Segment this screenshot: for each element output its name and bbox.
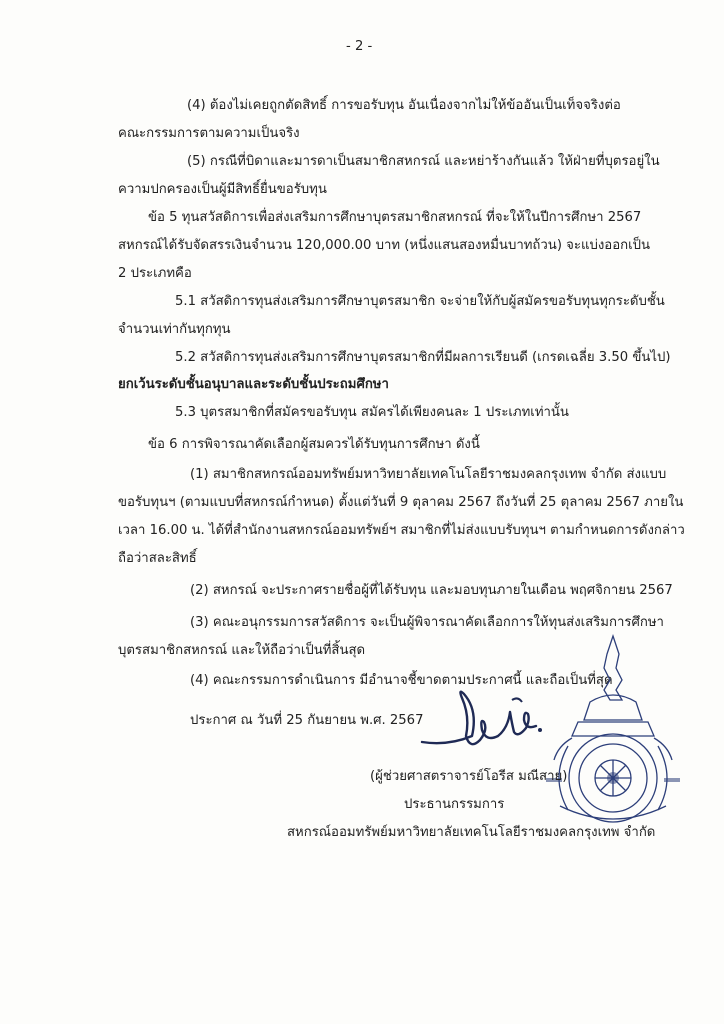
text-line: คณะกรรมการตามความเป็นจริง	[118, 126, 300, 141]
text-line-bold: ยกเว้นระดับชั้นอนุบาลและระดับชั้นประถมศึกษา	[118, 377, 389, 392]
text-line: (2) สหกรณ์ จะประกาศรายชื่อผู้ที่ได้รับทุน และมอบทุนภายในเดือน พฤศจิกายน 2567	[190, 583, 673, 598]
text-line: 5.2 สวัสดิการทุนส่งเสริมการศึกษาบุตรสมาชิกที่มีผลการเรียนดี (เกรดเฉลี่ย 3.50 ขึ้นไป)	[175, 350, 671, 365]
university-seal-image	[538, 628, 688, 828]
text-line: (1) สมาชิกสหกรณ์ออมทรัพย์มหาวิทยาลัยเทคโนโลยีราชมงคลกรุงเทพ จำกัด ส่งแบบ	[190, 467, 667, 482]
text-line: ถือว่าสละสิทธิ์	[118, 551, 197, 566]
text-line: (4) ต้องไม่เคยถูกตัดสิทธิ์ การขอรับทุน อันเนื่องจากไม่ให้ข้ออันเป็นเท็จจริงต่อ	[187, 98, 621, 113]
text-line: บุตรสมาชิกสหกรณ์ และให้ถือว่าเป็นที่สิ้นสุด	[118, 643, 366, 658]
organization-name: สหกรณ์ออมทรัพย์มหาวิทยาลัยเทคโนโลยีราชมงคลกรุงเทพ จำกัด	[287, 825, 656, 840]
text-line: 2 ประเภทคือ	[118, 266, 192, 281]
text-line: ข้อ 5 ทุนสวัสดิการเพื่อส่งเสริมการศึกษาบุตรสมาชิกสหกรณ์ ที่จะให้ในปีการศึกษา 2567	[148, 210, 642, 225]
page-number: - 2 -	[346, 39, 373, 54]
text-line: จำนวนเท่ากันทุกทุน	[118, 322, 231, 337]
text-line: 5.3 บุตรสมาชิกที่สมัครขอรับทุน สมัครได้เพียงคนละ 1 ประเภทเท่านั้น	[175, 405, 569, 420]
text-line: (4) คณะกรรมการดำเนินการ มีอำนาจชี้ขาดตามประกาศนี้ และถือเป็นที่สุด	[190, 673, 613, 688]
signatory-position: ประธานกรรมการ	[404, 797, 505, 812]
text-line: เวลา 16.00 น. ได้ที่สำนักงานสหกรณ์ออมทรัพย์ฯ สมาชิกที่ไม่ส่งแบบรับทุนฯ ตามกำหนดการดังกล่าว	[118, 523, 685, 538]
announcement-date: ประกาศ ณ วันที่ 25 กันยายน พ.ศ. 2567	[190, 713, 424, 728]
text-line: ข้อ 6 การพิจารณาคัดเลือกผู้สมควรได้รับทุนการศึกษา ดังนี้	[148, 437, 480, 452]
signatory-name: (ผู้ช่วยศาสตราจารย์โอรีส มณีสาย)	[370, 769, 568, 784]
text-line: ขอรับทุนฯ (ตามแบบที่สหกรณ์กำหนด) ตั้งแต่วันที่ 9 ตุลาคม 2567 ถึงวันที่ 25 ตุลาคม 2567 ภายใน	[118, 495, 684, 510]
signature-image	[418, 680, 548, 760]
text-line: (3) คณะอนุกรรมการสวัสดิการ จะเป็นผู้พิจารณาคัดเลือกการให้ทุนส่งเสริมการศึกษา	[190, 615, 664, 630]
text-line: ความปกครองเป็นผู้มีสิทธิ์ยื่นขอรับทุน	[118, 182, 327, 197]
text-line: 5.1 สวัสดิการทุนส่งเสริมการศึกษาบุตรสมาชิก จะจ่ายให้กับผู้สมัครขอรับทุนทุกระดับชั้น	[175, 294, 665, 309]
text-line: สหกรณ์ได้รับจัดสรรเงินจำนวน 120,000.00 บาท (หนึ่งแสนสองหมื่นบาทถ้วน) จะแบ่งออกเป็น	[118, 238, 650, 253]
text-line: (5) กรณีที่บิดาและมารดาเป็นสมาชิกสหกรณ์ และหย่าร้างกันแล้ว ให้ฝ่ายที่บุตรอยู่ใน	[187, 154, 660, 169]
